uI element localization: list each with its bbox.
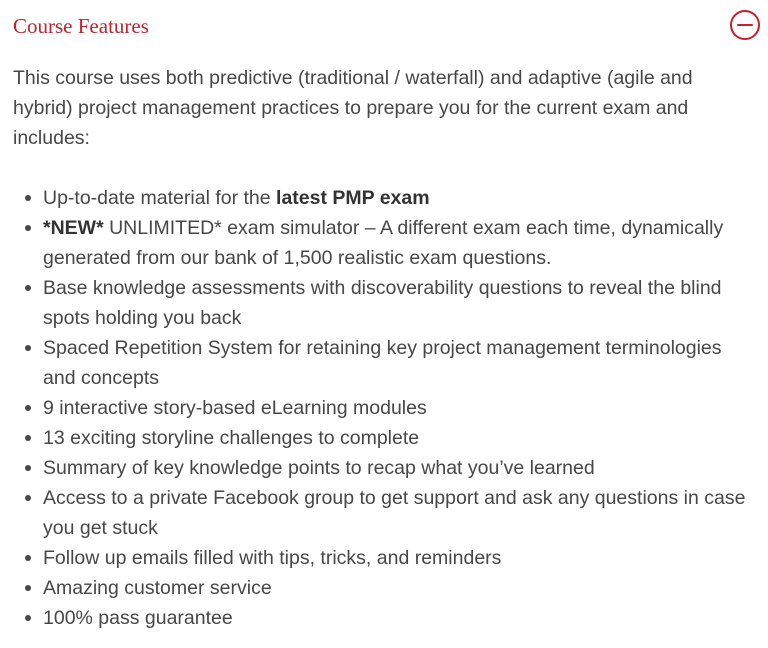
feature-text: Up-to-date material for the — [43, 187, 277, 209]
list-item — [43, 393, 753, 423]
minus-circle-icon[interactable] — [729, 9, 761, 41]
list-item — [43, 453, 753, 483]
feature-highlight: latest PMP exam — [276, 187, 430, 209]
list-item — [43, 273, 753, 333]
list-item — [43, 333, 753, 393]
feature-text: 100% pass guarantee — [43, 607, 233, 629]
list-item — [43, 543, 753, 573]
list-item — [43, 573, 753, 603]
feature-text: Spaced Repetition System for retaining key project management terminologies and concepts — [43, 337, 722, 389]
feature-text: Base knowledge assessments with discoverability questions to reveal the blind spots holding you back — [43, 277, 722, 329]
feature-text: 13 exciting storyline challenges to complete — [43, 427, 420, 449]
feature-text: Follow up emails filled with tips, tricks, and reminders — [43, 547, 502, 569]
feature-text: UNLIMITED* exam simulator – A different exam each time, dynamically generated from our bank of 1,500 realistic exam questions. — [43, 217, 724, 269]
list-item — [43, 423, 753, 453]
list-item — [43, 183, 753, 213]
feature-text: 9 interactive story-based eLearning modules — [43, 397, 427, 419]
feature-text: Amazing customer service — [43, 577, 272, 599]
accordion-header[interactable] — [0, 0, 768, 52]
list-item — [43, 603, 753, 633]
feature-text: Summary of key knowledge points to recap what you’ve learned — [43, 457, 595, 479]
new-badge-text: *NEW* — [43, 217, 104, 239]
list-item — [43, 213, 753, 273]
intro-text: This course uses both predictive (traditional / waterfall) and adaptive (agile and hybrid) project management practices to prepare you for the current exam and includes: — [13, 67, 693, 149]
list-item — [43, 483, 753, 543]
section-title: Course Features — [13, 14, 149, 38]
feature-text: Access to a private Facebook group to get support and ask any questions in case you get stuck — [43, 487, 746, 539]
accordion-body — [13, 63, 753, 633]
features-list — [13, 183, 753, 633]
